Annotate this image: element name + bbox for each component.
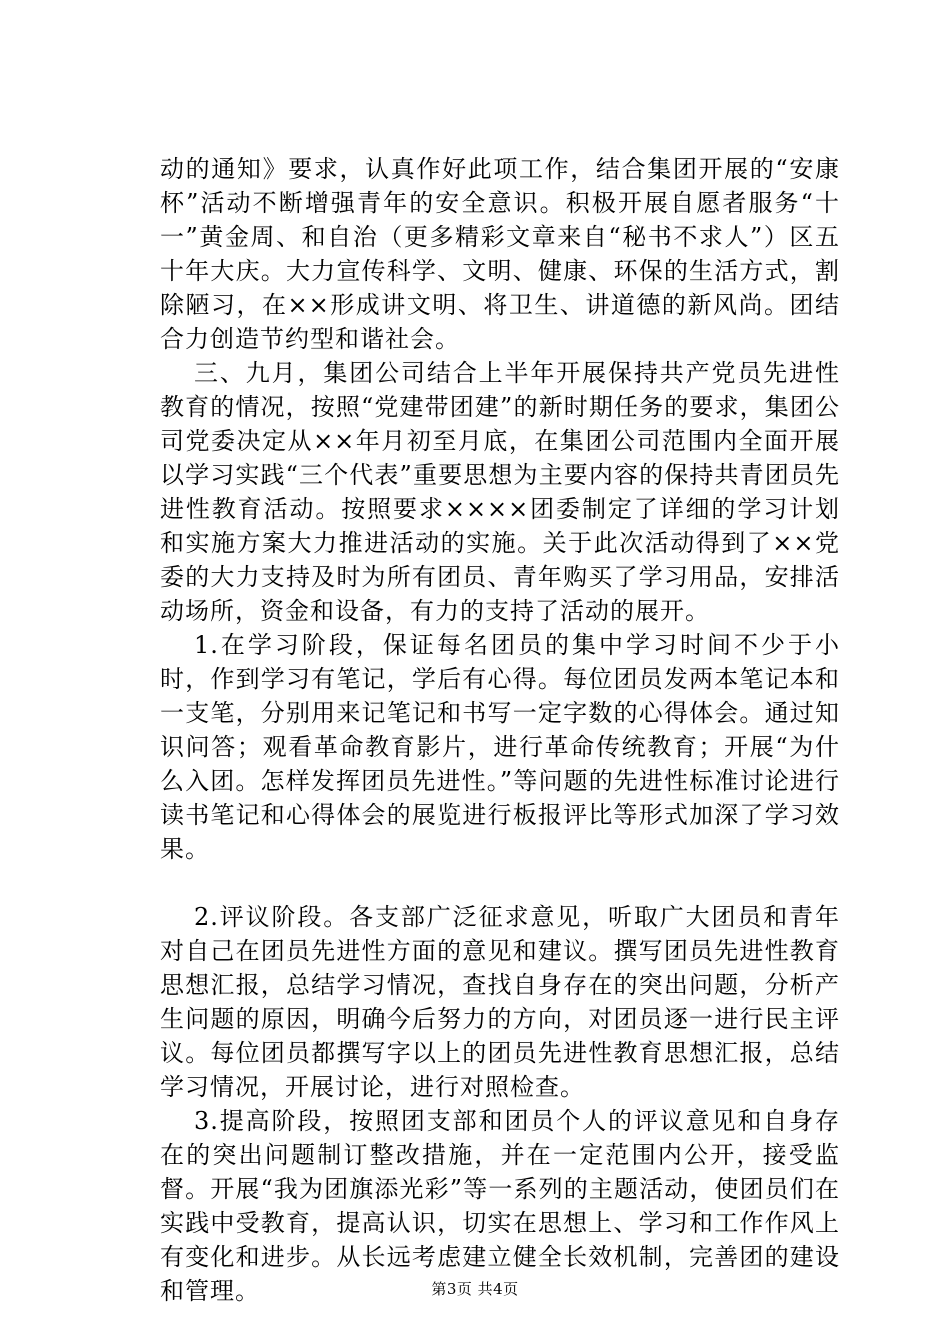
paragraph-study-stage: 1.在学习阶段，保证每名团员的集中学习时间不少于小时，作到学习有笔记，学后有心得。每位团员发两本笔记本和一支笔，分别用来记笔记和书写一定字数的心得体会。通过知识问答；观看革命教育影片，进行革命传统教育；开展“为什么入团。怎样发挥团员先进性。”等问题的先进性标准讨论进行读书笔记和心得体会的展览进行板报评比等形式加深了学习效果。	[160, 631, 840, 863]
document-body	[160, 152, 840, 1308]
paragraph-improvement-stage: 3.提高阶段，按照团支部和团员个人的评议意见和自身存在的突出问题制订整改措施，并在一定范围内公开，接受监督。开展“我为团旗添光彩”等一系列的主题活动，使团员们在实践中受教育，提高认识，切实在思想上、学习和工作作风上有变化和进步。从长远考虑建立健全长效机制，完善团的建设和管理。	[160, 1107, 840, 1305]
paragraph-section-three: 三、九月，集团公司结合上半年开展保持共产党员先进性教育的情况，按照“党建带团建”的新时期任务的要求，集团公司党委决定从××年月初至月底，在集团公司范围内全面开展以学习实践“三个代表”重要思想为主要内容的保持共青团员先进性教育活动。按照要求××××团委制定了详细的学习计划和实施方案大力推进活动的实施。关于此次活动得到了××党委的大力支持及时为所有团员、青年购买了学习用品，安排活动场所，资金和设备，有力的支持了活动的展开。	[160, 359, 840, 625]
paragraph-review-stage: 2.评议阶段。各支部广泛征求意见，听取广大团员和青年对自己在团员先进性方面的意见和建议。撰写团员先进性教育思想汇报，总结学习情况，查找自身存在的突出问题，分析产生问题的原因，明确今后努力的方向，对团员逐一进行民主评议。每位团员都撰写字以上的团员先进性教育思想汇报，总结学习情况，开展讨论，进行对照检查。	[160, 903, 840, 1101]
page-number-footer: 第3页 共4页	[431, 1280, 519, 1298]
paragraph-continuation: 动的通知》要求，认真作好此项工作，结合集团开展的“安康杯”活动不断增强青年的安全意识。积极开展自愿者服务“十一”黄金周、和自治（更多精彩文章来自“秘书不求人”）区五十年大庆。大力宣传科学、文明、健康、环保的生活方式，割除陋习，在××形成讲文明、将卫生、讲道德的新风尚。团结合力创造节约型和谐社会。	[160, 155, 840, 353]
